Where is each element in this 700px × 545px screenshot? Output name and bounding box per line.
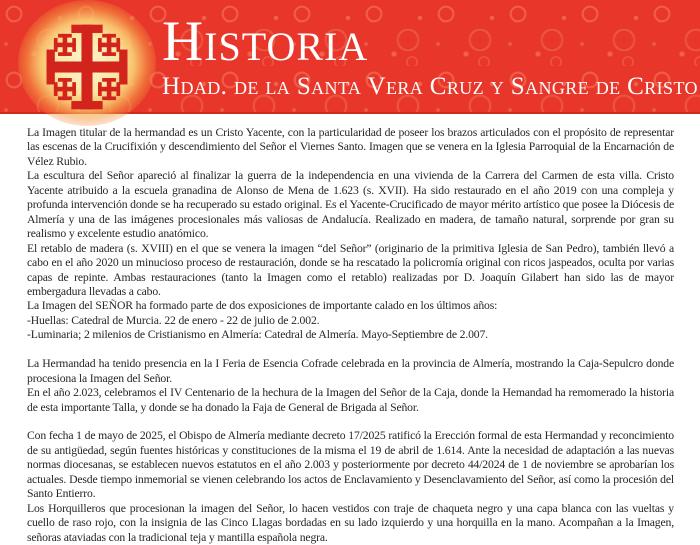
paragraph: La escultura del Señor apareció al finalizar la guerra de la independencia en una vivienda de la Carrera del Carmen de esta villa. Cristo Yacente atribuido a la escuela granadina de Alonso de Mena de 1.623 (s. XVII). Ha sido restaurado en el año 2019 con una compleja y profunda intervención donde se ha recuperado su estado original. Es el Yacente-Crucificado de mayor mérito artístico que posee la Diócesis de Almería y una de las imágenes procesionales más valiosas de Andalucía. Realizado en madera, de tamaño natural, sorprende por gran su realismo y excelente estudio anatómico. [27, 169, 674, 241]
paragraph: La Hermandad ha tenido presencia en la I Feria de Esencia Cofrade celebrada en la provincia de Almería, mostrando la Caja-Sepulcro donde procesiona la Imagen del Señor. [27, 357, 674, 385]
text-section-2 [27, 357, 674, 415]
exposition-list-item: -Luminaria; 2 milenios de Cristianismo en Almería: Catedral de Almería. Mayo-Septiembre de 2.007. [27, 328, 488, 342]
text-section-3 [27, 429, 674, 545]
jerusalem-cross-icon [41, 21, 133, 113]
paragraph: Con fecha 1 de mayo de 2025, el Obispo de Almería mediante decreto 17/2025 ratificó la Erección formal de esta Hermandad y reconcimiento de su antigüedad, según fuentes históricas y constituciones de la misma el 19 de abril de 1.614. Ante la necesidad de adaptación a las nuevas normas diocesanas, se establecen nuevos estatutos en el año 2.003 y posteriormente por decreto 44/2024 de 1 de noviembre se aprobarían los actuales. Desde tiempo inmemorial se vienen celebrando los actos de Enclavamiento y Desenclavamiento del Señor, así como la procesión del Santo Entierro. [27, 429, 674, 501]
paragraph: Los Horquilleros que procesionan la imagen del Señor, lo hacen vestidos con traje de chaqueta negro y una capa blanca con las vueltas y cuello de raso rojo, con la insignia de las Cinco Llagas bordadas en su lado izquierdo y una horquilla en la mano. Acompañan a la Imagen, señoras ataviadas con la tradicional teja y mantilla española negra. [27, 501, 674, 544]
exposition-list-item: -Huellas: Catedral de Murcia. 22 de enero - 22 de julio de 2.002. [27, 313, 320, 327]
paragraph: La Imagen del SEÑOR ha formado parte de dos exposiciones de importante calado en los últimos años: [27, 299, 498, 313]
page-title: Historia [162, 10, 369, 73]
page-subtitle: Hdad. de la Santa Vera Cruz y Sangre de Cristo [162, 73, 698, 100]
history-text [0, 114, 700, 545]
text-section-1 [27, 126, 674, 343]
paragraph: La Imagen titular de la hermandad es un Cristo Yacente, con la particularidad de poseer los brazos articulados con el propósito de representar las escenas de la Crucifixión y descendimiento del Señor el Viernes Santo. Imagen que se venera en la Iglesia Parroquial de la Encarnación de Vélez Rubio. [27, 126, 674, 168]
header-titles [162, 12, 698, 100]
header-banner [0, 0, 700, 114]
paragraph: En el año 2.023, celebramos el IV Centenario de la hechura de la Imagen del Señor de la Caja, donde la Hemandad ha remomerado la historia de esta importante Talla, y donde se ha donado la Faja de General de Brigada al Señor. [27, 386, 674, 414]
paragraph: El retablo de madera (s. XVIII) en el que se venera la imagen “del Señor” (originario de la primitiva Iglesia de San Pedro), también llevó a cabo en el año 2020 un minucioso proceso de restauración, donde se ha rescatado la policromía original con ricos jaspeados, oculta por varias capas de repinte. Ambas restauraciones (tanto la Imagen como el retablo) realizadas por D. Joaquín Gilabert han sido las de mayor embergadura llevadas a cabo. [27, 241, 674, 298]
